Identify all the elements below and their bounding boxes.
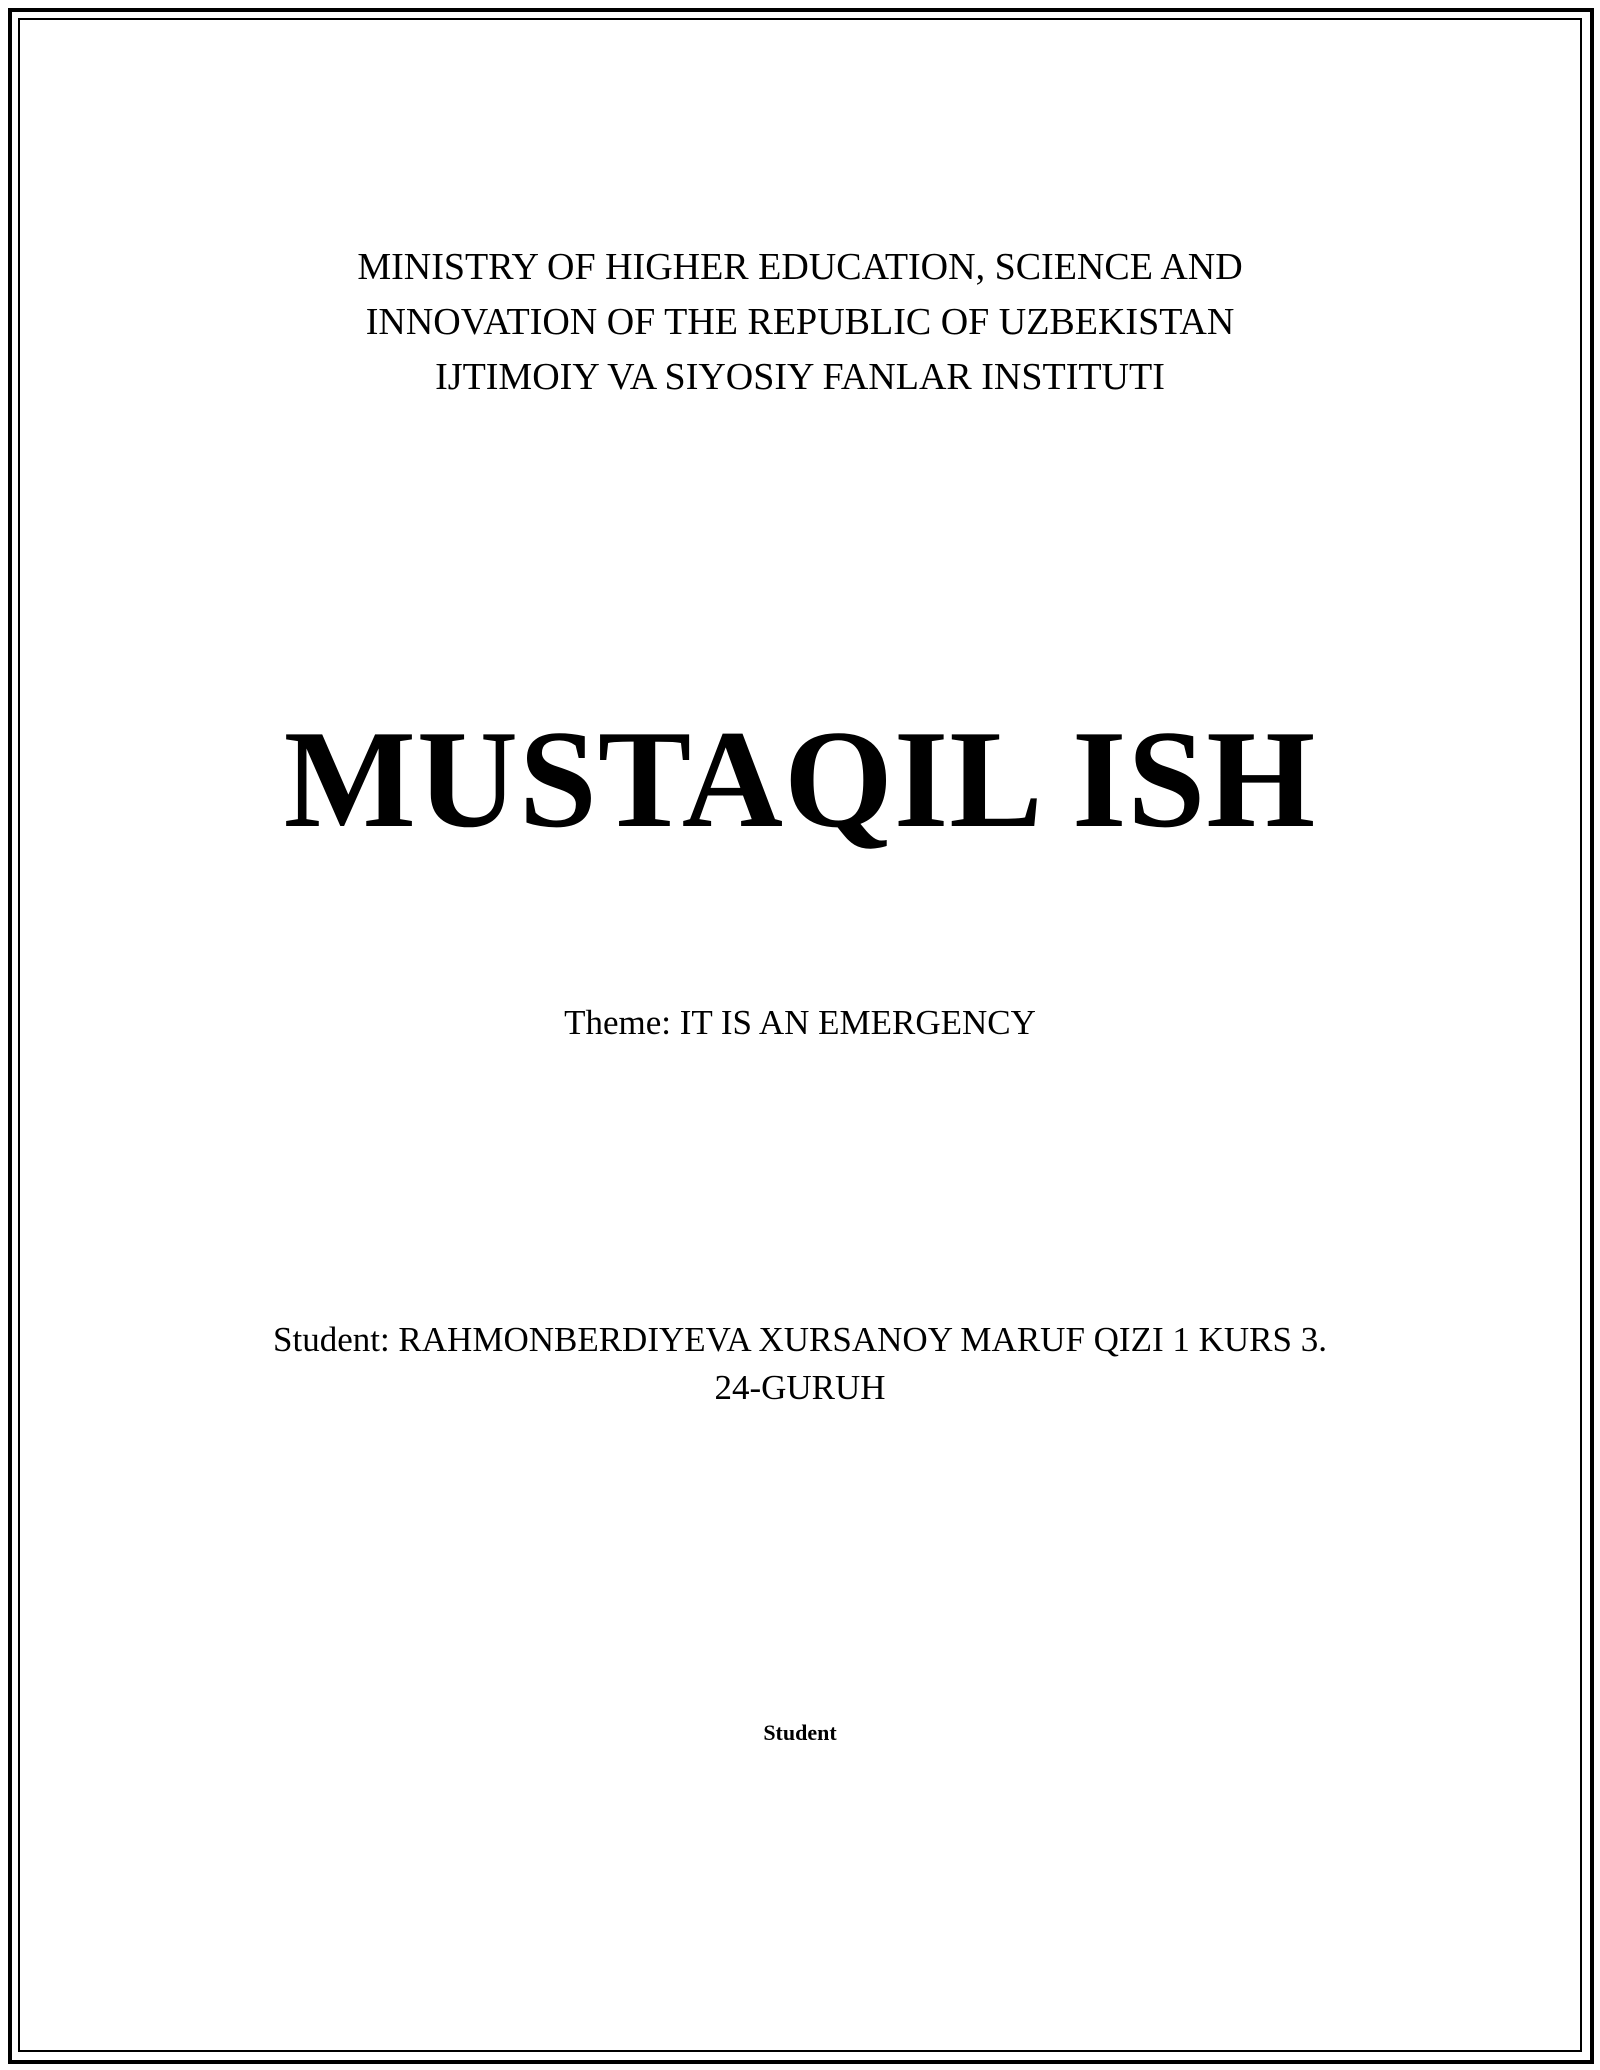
institution-header bbox=[0, 240, 1600, 405]
document-title: MUSTAQIL ISH bbox=[283, 702, 1317, 857]
student-line-2: 24-GURUH bbox=[714, 1368, 886, 1407]
student-footer-label: Student bbox=[763, 1720, 837, 1745]
header-line-2: INNOVATION OF THE REPUBLIC OF UZBEKISTAN bbox=[365, 301, 1235, 343]
student-info bbox=[0, 1316, 1600, 1412]
header-line-3: IJTIMOIY VA SIYOSIY FANLAR INSTITUTI bbox=[435, 356, 1165, 398]
student-line-1: Student: RAHMONBERDIYEVA XURSANOY MARUF QIZI 1 KURS 3. bbox=[273, 1320, 1327, 1359]
theme-line: Theme: IT IS AN EMERGENCY bbox=[564, 1003, 1036, 1042]
header-line-1: MINISTRY OF HIGHER EDUCATION, SCIENCE AND bbox=[357, 246, 1243, 288]
